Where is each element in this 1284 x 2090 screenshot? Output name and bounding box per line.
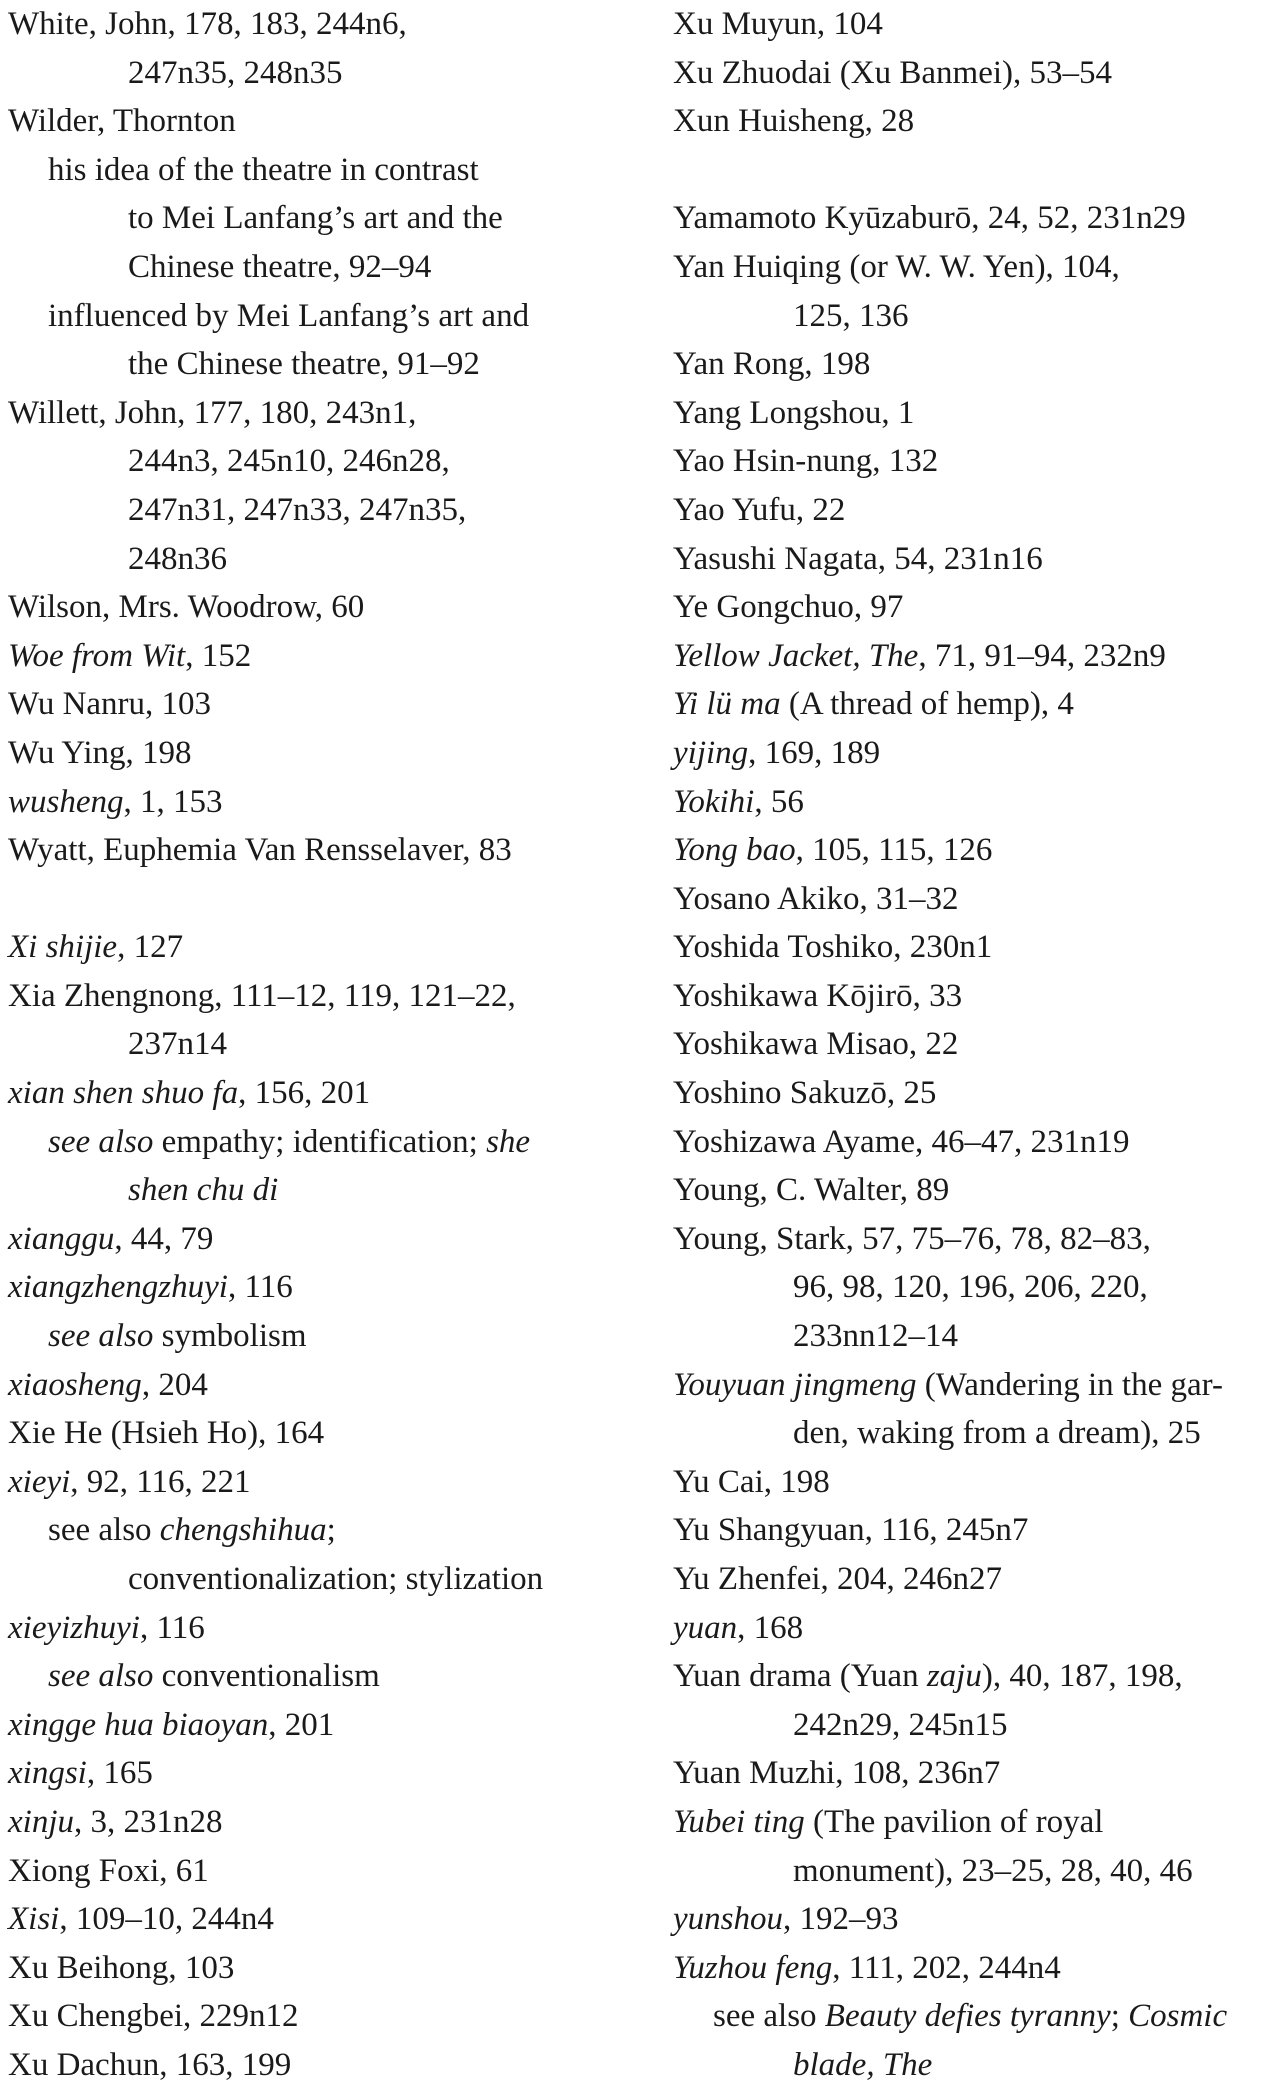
index-continuation-line	[8, 535, 648, 584]
index-text: Xu Muyun, 104	[673, 6, 883, 42]
index-entry	[673, 1895, 1283, 1944]
italic-text: yijing	[673, 734, 749, 771]
index-text: 125, 136	[793, 297, 909, 334]
index-text: , 109–10, 244n4	[59, 1901, 274, 1938]
index-text: Chinese theatre, 92–94	[128, 248, 432, 285]
italic-text: Yellow Jacket, The	[673, 637, 919, 674]
index-entry	[673, 972, 1283, 1021]
index-entry	[673, 1118, 1283, 1167]
index-text: , 3, 231n28	[73, 1803, 223, 1840]
index-text: Xie He (Hsieh Ho), 164	[8, 1415, 325, 1452]
index-text: , 71, 91–94, 232n9	[918, 637, 1166, 674]
index-entry	[8, 1361, 648, 1410]
index-text: conventionalization; stylization	[128, 1561, 544, 1597]
italic-text: Yubei ting	[673, 1803, 805, 1840]
index-entry	[8, 1895, 648, 1944]
index-text: conventionalism	[153, 1658, 380, 1695]
index-text: , 201	[268, 1706, 335, 1743]
index-entry	[673, 826, 1283, 875]
italic-text: xingsi	[8, 1755, 87, 1792]
index-text: , 165	[86, 1755, 153, 1792]
index-text: , 105, 115, 126	[795, 832, 993, 869]
index-text: , 152	[185, 637, 252, 674]
index-text: his idea of the theatre in contrast	[48, 151, 479, 188]
index-continuation-line	[673, 1847, 1283, 1896]
index-text: White, John, 178, 183, 244n6,	[8, 6, 407, 42]
index-text: , 116	[139, 1609, 205, 1646]
index-entry	[673, 97, 1283, 146]
index-entry	[673, 778, 1283, 827]
index-text: Yao Hsin-nung, 132	[673, 443, 939, 480]
index-entry	[673, 535, 1283, 584]
index-entry	[8, 1069, 648, 1118]
italic-text: xingge hua biaoyan	[8, 1706, 269, 1743]
index-text: Willett, John, 177, 180, 243n1,	[8, 394, 417, 431]
index-subentry	[673, 1992, 1283, 2041]
index-entry	[673, 632, 1283, 681]
italic-text: Yi lü ma	[673, 686, 781, 723]
index-text: see also	[48, 1512, 160, 1549]
index-continuation-line	[8, 1166, 648, 1215]
index-entry	[673, 389, 1283, 438]
italic-text: xiaosheng	[8, 1366, 142, 1403]
index-entry	[8, 778, 648, 827]
italic-text: xian shen shuo fa	[8, 1075, 239, 1112]
index-text: Yu Shangyuan, 116, 245n7	[673, 1512, 1029, 1549]
italic-text: see also	[48, 1123, 154, 1160]
index-entry	[673, 1506, 1283, 1555]
index-text: Yu Zhenfei, 204, 246n27	[673, 1561, 1003, 1597]
index-entry	[673, 243, 1283, 292]
index-text: see also	[713, 1998, 825, 2035]
index-continuation-line	[8, 243, 648, 292]
index-text: , 156, 201	[238, 1075, 371, 1112]
italic-text: see also	[48, 1318, 154, 1355]
index-text: 233nn12–14	[793, 1318, 958, 1355]
italic-text: yunshou	[673, 1901, 783, 1938]
index-entry	[8, 1604, 648, 1653]
index-letter-gap	[673, 146, 1283, 195]
index-text: Xiong Foxi, 61	[8, 1852, 209, 1889]
index-text: Wyatt, Euphemia Van Rensselaver, 83	[8, 832, 512, 869]
index-entry	[8, 1749, 648, 1798]
index-entry	[8, 923, 648, 972]
index-continuation-line	[8, 194, 648, 243]
index-text: Yuan drama (Yuan	[673, 1658, 927, 1695]
index-entry	[673, 1798, 1283, 1847]
index-entry	[673, 1020, 1283, 1069]
index-continuation-line	[8, 1555, 648, 1604]
index-text: , 168	[737, 1609, 804, 1646]
italic-text: yuan	[673, 1609, 738, 1646]
index-text: monument), 23–25, 28, 40, 46	[793, 1852, 1193, 1889]
index-text: Yasushi Nagata, 54, 231n16	[673, 540, 1043, 577]
index-continuation-line	[673, 1409, 1283, 1458]
italic-text: zaju	[926, 1658, 982, 1695]
index-text: (A thread of hemp), 4	[780, 686, 1074, 723]
index-text: 96, 98, 120, 196, 206, 220,	[793, 1269, 1148, 1306]
index-entry	[673, 340, 1283, 389]
index-continuation-line	[8, 340, 648, 389]
italic-text: xiangzhengzhuyi	[8, 1269, 228, 1306]
italic-text: Woe from Wit	[8, 637, 186, 674]
index-entry	[673, 1166, 1283, 1215]
index-text: Yoshikawa Kōjirō, 33	[673, 977, 963, 1014]
index-continuation-line	[673, 1312, 1283, 1361]
index-text: Yu Cai, 198	[673, 1463, 830, 1500]
index-entry	[673, 1604, 1283, 1653]
index-entry	[8, 1798, 648, 1847]
index-text: 247n31, 247n33, 247n35,	[128, 491, 467, 528]
index-text: , 192–93	[783, 1901, 899, 1938]
index-text: Young, Stark, 57, 75–76, 78, 82–83,	[673, 1220, 1151, 1257]
index-entry	[8, 826, 648, 875]
italic-text: shen chu di	[128, 1172, 279, 1209]
index-entry	[8, 1458, 648, 1507]
index-entry	[673, 1069, 1283, 1118]
index-entry	[8, 2041, 648, 2090]
index-continuation-line	[8, 437, 648, 486]
index-text: Yoshizawa Ayame, 46–47, 231n19	[673, 1123, 1130, 1160]
index-entry	[673, 0, 1283, 49]
index-continuation-line	[673, 1263, 1283, 1312]
index-continuation-line	[673, 1701, 1283, 1750]
index-entry	[673, 1944, 1283, 1993]
index-entry	[8, 972, 648, 1021]
index-text: , 111, 202, 244n4	[832, 1949, 1061, 1986]
index-subentry	[8, 1506, 648, 1555]
index-subentry	[8, 146, 648, 195]
index-column-left	[8, 0, 648, 2090]
index-text: Xu Zhuodai (Xu Banmei), 53–54	[673, 54, 1113, 91]
italic-text: xinju	[8, 1803, 74, 1840]
index-text: , 116	[227, 1269, 293, 1306]
index-text: , 204	[141, 1366, 208, 1403]
index-entry	[673, 1652, 1283, 1701]
index-entry	[8, 389, 648, 438]
index-entry	[673, 583, 1283, 632]
index-text: , 1, 153	[123, 783, 223, 820]
index-text: Xun Huisheng, 28	[673, 103, 915, 140]
index-text: , 169, 189	[748, 734, 881, 771]
index-letter-gap	[8, 875, 648, 924]
italic-text: Youyuan jingmeng	[673, 1366, 917, 1403]
index-continuation-line	[8, 486, 648, 535]
index-text: Yoshikawa Misao, 22	[673, 1026, 959, 1063]
index-text: (The pavilion of royal	[804, 1803, 1104, 1840]
italic-text: xieyizhuyi	[8, 1609, 140, 1646]
index-text: the Chinese theatre, 91–92	[128, 346, 480, 383]
index-text: Yosano Akiko, 31–32	[673, 880, 959, 917]
italic-text: Beauty defies tyranny	[824, 1998, 1111, 2035]
italic-text: xieyi	[8, 1463, 71, 1500]
index-entry	[673, 49, 1283, 98]
italic-text: Cosmic	[1128, 1998, 1228, 2035]
italic-text: chengshihua	[159, 1512, 327, 1549]
index-text: ;	[1110, 1998, 1129, 2035]
index-continuation-line	[673, 2041, 1283, 2090]
italic-text: Xisi	[8, 1901, 60, 1938]
index-text: Wu Nanru, 103	[8, 686, 212, 723]
index-entry	[673, 1555, 1283, 1604]
index-text: 244n3, 245n10, 246n28,	[128, 443, 450, 480]
italic-text: wusheng	[8, 783, 124, 820]
index-continuation-line	[673, 292, 1283, 341]
index-text: Xu Chengbei, 229n12	[8, 1998, 299, 2035]
index-entry	[8, 1409, 648, 1458]
index-continuation-line	[8, 1020, 648, 1069]
index-entry	[673, 875, 1283, 924]
index-subentry	[8, 292, 648, 341]
index-text: Yan Rong, 198	[673, 346, 871, 383]
index-entry	[8, 729, 648, 778]
index-continuation-line	[8, 49, 648, 98]
index-entry	[8, 1701, 648, 1750]
index-text: Yamamoto Kyūzaburō, 24, 52, 231n29	[673, 200, 1186, 237]
index-text: Yuan Muzhi, 108, 236n7	[673, 1755, 1001, 1792]
italic-text: Xi shijie	[8, 929, 118, 966]
index-entry	[8, 97, 648, 146]
index-text: Yoshida Toshiko, 230n1	[673, 929, 993, 966]
index-entry	[673, 1458, 1283, 1507]
index-text: Young, C. Walter, 89	[673, 1172, 950, 1209]
index-text: Xu Dachun, 163, 199	[8, 2046, 292, 2083]
italic-text: she	[486, 1123, 531, 1160]
index-text: Yang Longshou, 1	[673, 394, 915, 431]
index-text: Xu Beihong, 103	[8, 1949, 235, 1986]
index-text: 242n29, 245n15	[793, 1706, 1008, 1743]
index-text: , 127	[117, 929, 184, 966]
index-entry	[8, 632, 648, 681]
index-subentry	[8, 1312, 648, 1361]
index-entry	[673, 923, 1283, 972]
italic-text: blade, The	[793, 2046, 933, 2083]
index-entry	[673, 486, 1283, 535]
index-entry	[673, 1361, 1283, 1410]
index-text: Yao Yufu, 22	[673, 491, 846, 528]
index-entry	[8, 0, 648, 49]
index-entry	[8, 1215, 648, 1264]
index-text: ), 40, 187, 198,	[981, 1658, 1183, 1695]
index-text: (Wandering in the gar-	[916, 1366, 1223, 1403]
index-text: 248n36	[128, 540, 227, 577]
index-text: Yan Huiqing (or W. W. Yen), 104,	[673, 248, 1120, 285]
index-column-right	[673, 0, 1283, 2090]
italic-text: xianggu	[8, 1220, 115, 1257]
index-text: Xia Zhengnong, 111–12, 119, 121–22,	[8, 977, 516, 1014]
index-entry	[8, 1847, 648, 1896]
index-subentry	[8, 1652, 648, 1701]
index-text: Wilder, Thornton	[8, 103, 236, 140]
index-entry	[673, 1215, 1283, 1264]
index-entry	[673, 437, 1283, 486]
italic-text: Yong bao	[673, 832, 796, 869]
index-entry	[673, 680, 1283, 729]
index-entry	[8, 583, 648, 632]
index-text: , 56	[754, 783, 804, 820]
index-text: , 44, 79	[114, 1220, 214, 1257]
italic-text: see also	[48, 1658, 154, 1695]
index-entry	[8, 680, 648, 729]
index-text: 237n14	[128, 1026, 227, 1063]
index-text: 247n35, 248n35	[128, 54, 343, 91]
index-text: symbolism	[153, 1318, 307, 1355]
index-entry	[8, 1944, 648, 1993]
index-text: den, waking from a dream), 25	[793, 1415, 1201, 1452]
index-entry	[8, 1263, 648, 1312]
index-entry	[673, 194, 1283, 243]
index-text: Wu Ying, 198	[8, 734, 192, 771]
italic-text: Yuzhou feng	[673, 1949, 833, 1986]
index-text: empathy; identification;	[153, 1123, 487, 1160]
index-text: Yoshino Sakuzō, 25	[673, 1075, 937, 1112]
index-entry	[673, 1749, 1283, 1798]
italic-text: Yokihi	[673, 783, 755, 820]
index-text: Wilson, Mrs. Woodrow, 60	[8, 589, 365, 626]
index-entry	[673, 729, 1283, 778]
index-entry	[8, 1992, 648, 2041]
index-text: to Mei Lanfang’s art and the	[128, 200, 503, 237]
index-text: influenced by Mei Lanfang’s art and	[48, 297, 530, 334]
index-text: ;	[326, 1512, 336, 1549]
index-text: Ye Gongchuo, 97	[673, 589, 904, 626]
index-subentry	[8, 1118, 648, 1167]
index-text: , 92, 116, 221	[70, 1463, 251, 1500]
